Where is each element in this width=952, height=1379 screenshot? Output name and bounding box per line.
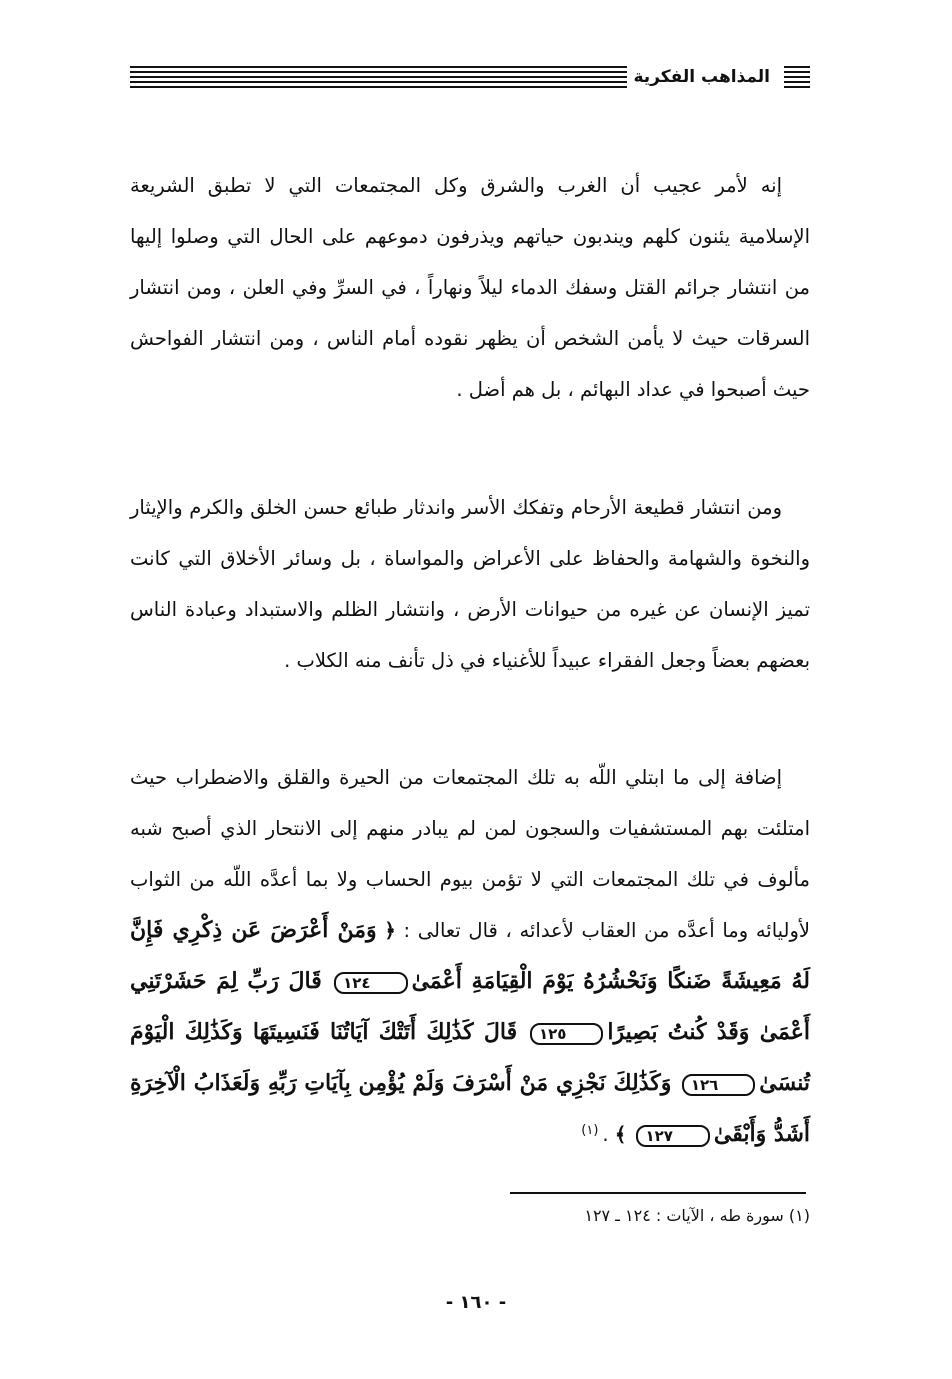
running-header bbox=[130, 58, 810, 96]
quran-verse-126: قَالَ كَذَٰلِكَ أَتَتْكَ آيَاتُنَا فَنَسِيتَهَا وَكَذَٰلِكَ الْيَوْمَ تُنسَىٰ bbox=[130, 1019, 811, 1096]
page-number: - ١٦٠ - bbox=[445, 1292, 507, 1313]
ayah-number-126: ١٢٦ bbox=[682, 1074, 755, 1096]
quran-verse-125: قَالَ رَبِّ لِمَ حَشَرْتَنِي أَعْمَىٰ وَقَدْ كُنتُ بَصِيرًا bbox=[130, 968, 810, 1045]
paragraph-quran bbox=[130, 752, 810, 1160]
paragraph-text: إنه لأمر عجيب أن الغرب والشرق وكل المجتمعات التي لا تطبق الشريعة الإسلامية يئنون كلهم ويندبون حياتهم ويذرفون دموعهم على الحال التي وصلوا إليها من انتشار جرائم القتل وسفك الدماء ليلاً ونهاراً ، في السرِّ وفي العلن ، ومن انتشار السرقات حيث لا يأمن الشخص أن يظهر نقوده أمام الناس ، ومن انتشار الفواحش حيث أصبحوا في عداد البهائم ، بل هم أضل . bbox=[130, 174, 810, 401]
footnote-divider bbox=[510, 1192, 806, 1194]
quran-verse-124: وَمَنْ أَعْرَضَ عَن ذِكْرِي فَإِنَّ لَهُ مَعِيشَةً ضَنكًا وَنَحْشُرُهُ يَوْمَ الْقِيَامَةِ أَعْمَىٰ bbox=[130, 917, 810, 994]
quran-bracket-open: ﴿ bbox=[384, 919, 396, 942]
paragraph-2 bbox=[130, 482, 810, 686]
ayah-number-127: ١٢٧ bbox=[636, 1125, 709, 1147]
paragraph-1 bbox=[130, 160, 810, 415]
sentence-end: . bbox=[602, 1123, 609, 1146]
ayah-number-124: ١٢٤ bbox=[334, 972, 407, 994]
ayah-number-125: ١٢٥ bbox=[530, 1023, 603, 1045]
quran-verse-127: وَكَذَٰلِكَ نَجْزِي مَنْ أَسْرَفَ وَلَمْ يُؤْمِن بِآيَاتِ رَبِّهِ وَلَعَذَابُ الْآخِرَةِ أَشَدُّ وَأَبْقَىٰ bbox=[130, 1070, 810, 1147]
paragraph-3 bbox=[130, 752, 810, 1160]
paragraph-text: ومن انتشار قطيعة الأرحام وتفكك الأسر واندثار طبائع حسن الخلق والكرم والإيثار والنخوة والشهامة والحفاظ على الأعراض والمواساة ، بل وسائر الأخلاق التي كانت تميز الإنسان عن غيره من حيوانات الأرض ، وانتشار الظلم والاستبداد وعبادة الناس بعضهم بعضاً وجعل الفقراء عبيداً للأغنياء في ذل تأنف منه الكلاب . bbox=[130, 496, 810, 672]
header-title: المذاهب الفكرية bbox=[633, 67, 770, 87]
header-rule-long bbox=[130, 66, 627, 88]
header-rule-short bbox=[784, 66, 810, 88]
quran-bracket-close: ﴾ bbox=[614, 1123, 627, 1146]
paragraph-intro: إضافة إلى ما ابتلي اللّه به تلك المجتمعات من الحيرة والقلق والاضطراب حيث امتلئت بهم المستشفيات والسجون لمن لم يبادر منهم إلى الانتحار الذي أصبح شبه مألوف في تلك المجتمعات التي لا تؤمن بيوم الحساب ولا بما أعدَّه اللّه من الثواب لأوليائه وما أعدَّه من العقاب لأعدائه ، قال تعالى : bbox=[130, 766, 811, 942]
footnote: (١) سورة طه ، الآيات : ١٢٤ ـ ١٢٧ bbox=[584, 1206, 810, 1225]
footnote-reference: (١) bbox=[581, 1122, 599, 1138]
